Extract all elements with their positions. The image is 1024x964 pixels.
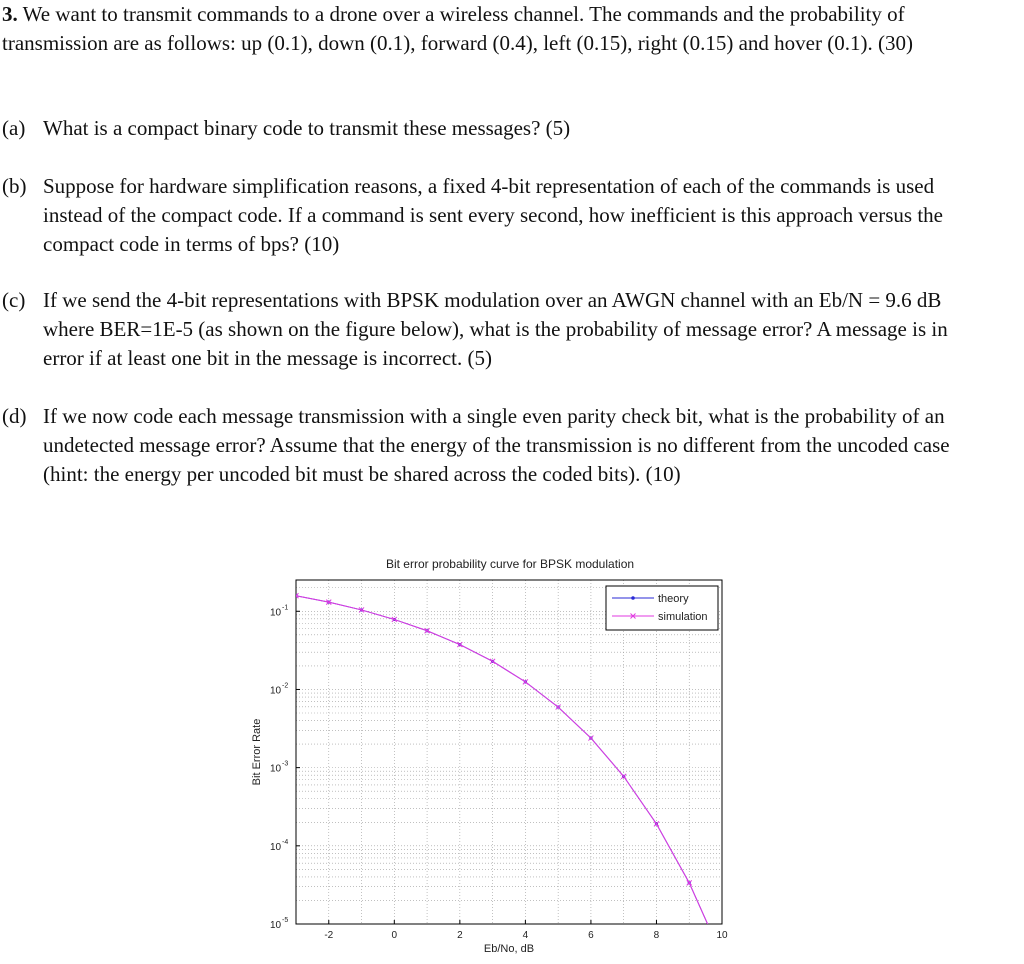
ber-chart bbox=[240, 550, 740, 960]
y-tick-exponent: -3 bbox=[282, 760, 289, 768]
y-tick-label: 10 bbox=[270, 685, 282, 697]
chart-title: Bit error probability curve for BPSK modulation bbox=[385, 557, 635, 571]
part-b bbox=[2, 172, 992, 259]
question-intro bbox=[2, 0, 992, 58]
part-c-label: (c) bbox=[2, 288, 26, 312]
part-b-label: (b) bbox=[2, 174, 27, 198]
x-tick-label: -2 bbox=[324, 930, 334, 941]
chart-series bbox=[294, 593, 725, 958]
ber-chart-svg bbox=[240, 550, 740, 960]
y-tick-exponent: -4 bbox=[282, 838, 289, 846]
series-line-theory bbox=[296, 596, 722, 956]
data-point-theory bbox=[720, 955, 723, 958]
y-tick-label: 10 bbox=[270, 841, 282, 853]
question-number: 3. bbox=[2, 2, 18, 26]
data-point-simulation bbox=[425, 628, 430, 633]
part-a-label: (a) bbox=[2, 116, 26, 140]
part-c bbox=[2, 286, 992, 373]
part-c-text: If we send the 4-bit representations with BPSK modulation over an AWGN channel with an Eb/N = 9.6 dB where BER=1E-5 (as shown on the figure below), what is the probability of message error? A message is in error if at least one bit in the message is incorrect. (5) bbox=[43, 288, 948, 370]
part-d-text: If we now code each message transmission with a single even parity check bit, what is the probability of an undetected message error? Assume that the energy of the transmission is no different from the uncoded case (hint: the energy per uncoded bit must be shared across the coded bits). (10) bbox=[43, 404, 950, 486]
x-tick-label: 0 bbox=[391, 930, 398, 941]
data-point-simulation bbox=[556, 705, 561, 710]
legend-marker-theory bbox=[631, 596, 635, 600]
x-tick-label: 10 bbox=[716, 930, 728, 941]
chart-legend bbox=[606, 586, 718, 630]
x-tick-label: 2 bbox=[457, 930, 463, 941]
x-axis-label: Eb/No, dB bbox=[483, 943, 535, 955]
series-line-simulation bbox=[296, 596, 722, 956]
y-tick-exponent: -1 bbox=[282, 604, 289, 612]
question-intro-text: We want to transmit commands to a drone over a wireless channel. The commands and the probability of transmission are as follows: up (0.1), down (0.1), forward (0.4), left (0.15), right (0.15) and hover (0.1). (30) bbox=[2, 2, 913, 55]
part-b-text: Suppose for hardware simplification reasons, a fixed 4-bit representation of each of the commands is used instead of the compact code. If a command is sent every second, how inefficient is this approach versus the compact code in terms of bps? (10) bbox=[43, 174, 943, 256]
plot-frame bbox=[296, 580, 722, 924]
chart-grid bbox=[296, 580, 722, 924]
y-axis-label: Bit Error Rate bbox=[251, 718, 263, 786]
x-tick-label: 4 bbox=[522, 930, 529, 941]
y-tick-exponent: -2 bbox=[282, 682, 289, 690]
part-a bbox=[2, 114, 992, 143]
data-point-simulation bbox=[523, 679, 528, 684]
part-d bbox=[2, 402, 992, 489]
legend-label-simulation: simulation bbox=[658, 611, 708, 623]
series-theory bbox=[294, 594, 723, 958]
data-point-simulation bbox=[720, 954, 725, 959]
y-tick-label: 10 bbox=[270, 607, 282, 619]
x-tick-label: 6 bbox=[588, 930, 594, 941]
x-tick-label: 8 bbox=[653, 930, 660, 941]
y-tick-label: 10 bbox=[270, 763, 282, 775]
series-simulation bbox=[294, 593, 725, 958]
part-a-text: What is a compact binary code to transmit these messages? (5) bbox=[43, 116, 571, 140]
y-tick-label: 10 bbox=[270, 920, 282, 931]
chart-ticks bbox=[270, 604, 728, 941]
legend-label-theory: theory bbox=[658, 593, 689, 605]
part-d-label: (d) bbox=[2, 404, 27, 428]
data-point-simulation bbox=[490, 659, 495, 664]
y-tick-exponent: -5 bbox=[282, 917, 289, 924]
data-point-simulation bbox=[687, 880, 692, 885]
